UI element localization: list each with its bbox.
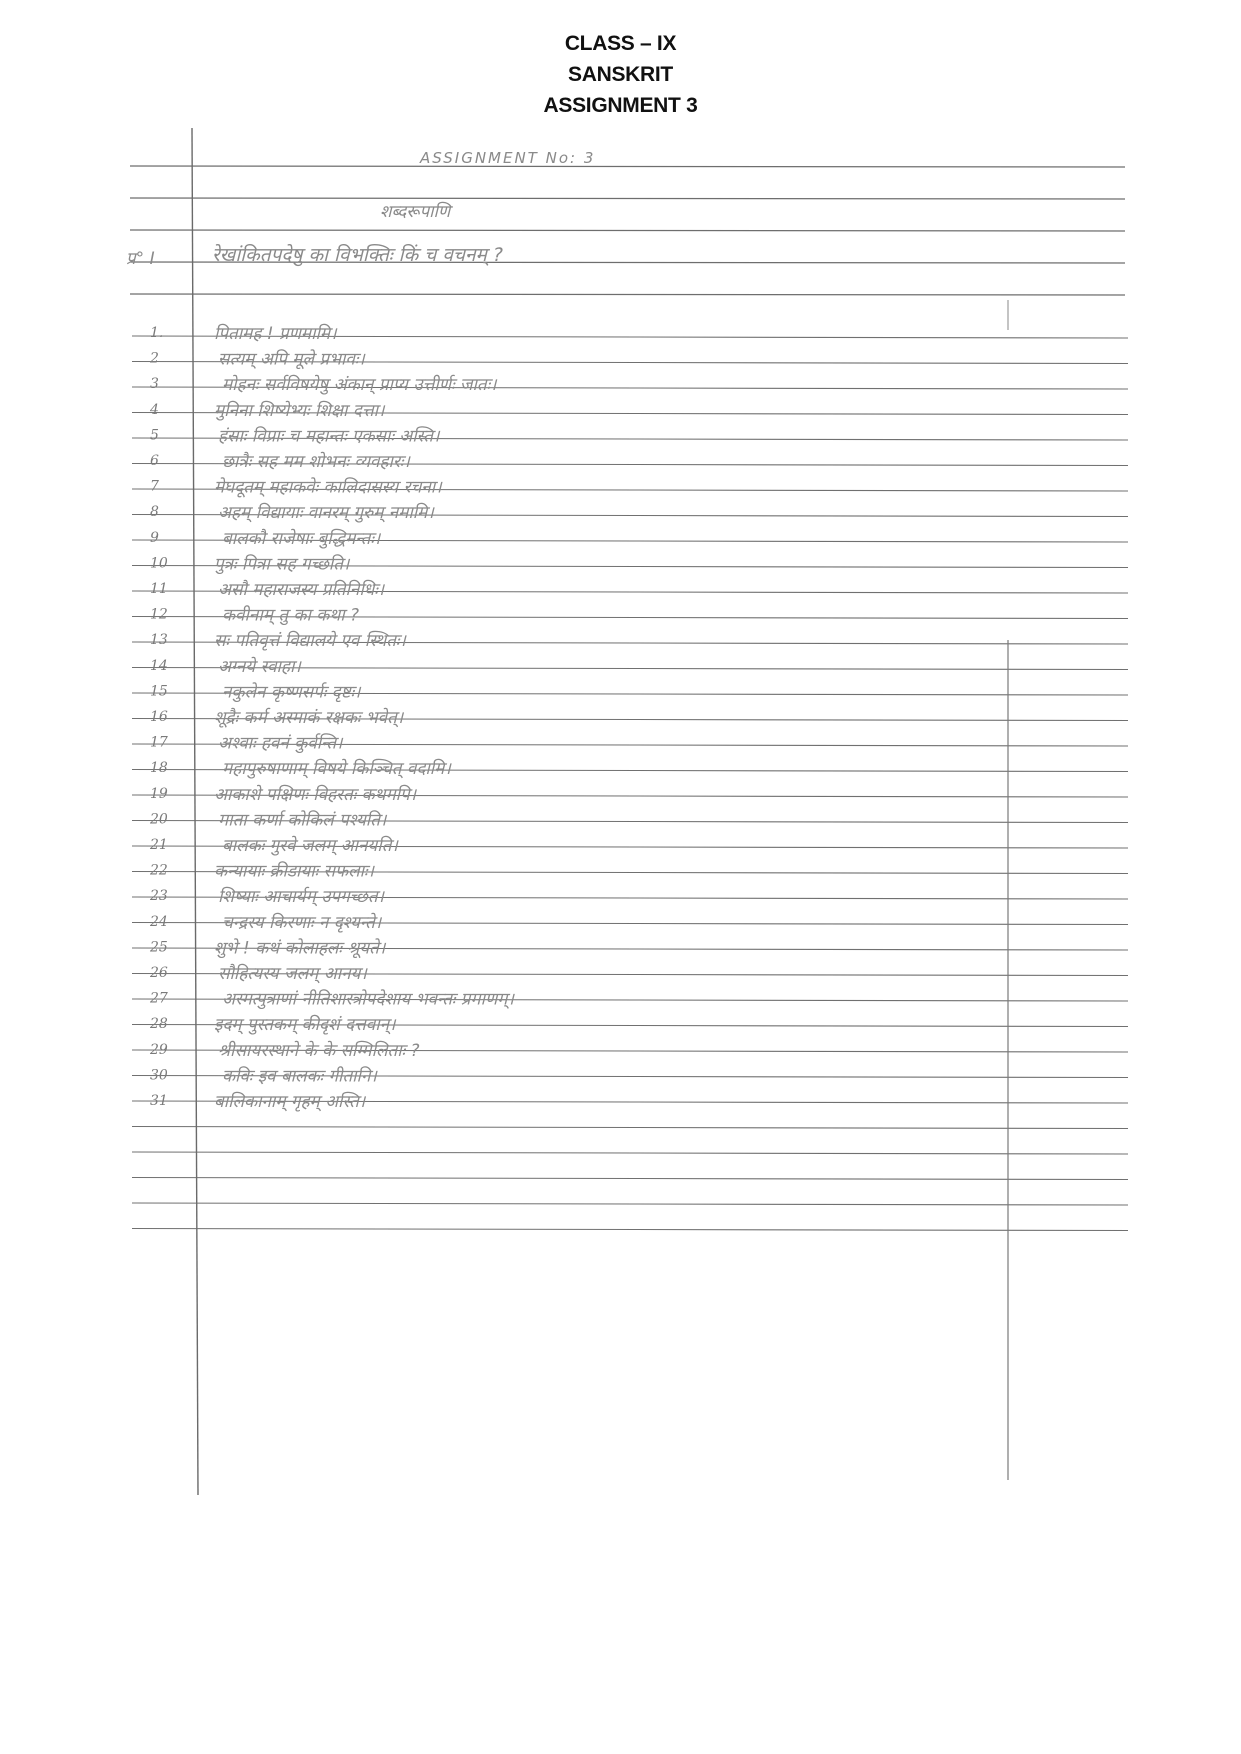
item-text: पितामह ! प्रणमामि। <box>214 324 337 344</box>
item-text: शुभे ! कथं कोलाहलः श्रूयते। <box>214 938 386 959</box>
assignment-heading: ASSIGNMENT 3 <box>543 94 698 117</box>
item-text: कवीनाम् तु का कथा ? <box>222 605 360 626</box>
item-number: 22 <box>150 862 168 879</box>
item-text: अग्नये स्वाहा। <box>218 656 301 677</box>
question-text: रेखांकितपदेषु का विभक्तिः किं च वचनम् ? <box>212 244 504 266</box>
item-number: 30 <box>150 1067 168 1084</box>
item-number: 23 <box>150 888 168 905</box>
item-text: चन्द्रस्य किरणाः न दृश्यन्ते। <box>222 912 382 933</box>
item-number: 27 <box>150 990 168 1007</box>
item-number: 15 <box>150 683 168 700</box>
item-number: 3 <box>150 376 159 393</box>
item-text: असौ महाराजस्य प्रतिनिधिः। <box>218 580 385 600</box>
item-text: बालकः गुरवे जलम् आनयति। <box>222 836 398 856</box>
ruled-line <box>130 294 1125 295</box>
item-text: हंसाः विप्राः च महान्तः एकसाः अस्ति। <box>218 426 440 447</box>
item-number: 12 <box>150 606 168 623</box>
ruled-line <box>130 230 1125 231</box>
ruled-line <box>132 1229 1128 1231</box>
ruled-line <box>130 166 1125 167</box>
sheet-title: ASSIGNMENT No: 3 <box>420 149 596 167</box>
item-text: आकाशे पक्षिणः विहरतः कथमपि। <box>214 784 417 805</box>
item-number: 25 <box>150 939 168 956</box>
sheet-subtitle: शब्दरूपाणि <box>380 202 451 222</box>
item-text: बालकौ राजेषाः बुद्धिमन्तः। <box>222 528 381 549</box>
item-number: 2 <box>150 350 159 367</box>
item-number: 6 <box>150 453 159 469</box>
item-number: 20 <box>150 811 168 828</box>
ruled-line <box>132 1178 1128 1180</box>
item-text: बालिकानाम् गृहम् अस्ति। <box>214 1092 366 1112</box>
item-number: 28 <box>150 1016 168 1033</box>
item-number: 10 <box>150 555 168 572</box>
item-number: 1. <box>150 325 164 341</box>
item-number: 19 <box>150 785 168 802</box>
handwritten-content <box>126 149 595 269</box>
item-text: मेघदूतम् महाकवेः कालिदासस्य रचना। <box>214 477 442 498</box>
item-number: 29 <box>150 1041 168 1058</box>
item-number: 13 <box>150 632 168 649</box>
ruled-line <box>132 1152 1128 1154</box>
item-text: कविः इव बालकः गीतानि। <box>222 1066 377 1087</box>
item-number: 14 <box>150 657 168 674</box>
ruled-line <box>132 1127 1128 1129</box>
item-text: अश्वाः हवनं कुर्वन्ति। <box>218 733 343 754</box>
question-label: प्र° I <box>126 249 155 269</box>
item-number: 8 <box>150 504 159 521</box>
subject-heading: SANSKRIT <box>568 63 673 86</box>
item-number: 9 <box>150 529 159 546</box>
item-number: 31 <box>150 1093 168 1109</box>
ruled-line <box>132 1203 1128 1205</box>
item-number: 18 <box>150 760 168 777</box>
item-number: 5 <box>150 427 159 444</box>
ruled-line <box>130 198 1125 199</box>
item-number: 16 <box>150 709 168 725</box>
item-number: 7 <box>150 478 159 495</box>
item-text: शूद्रैः कर्म अस्माकं रक्षकः भवेत्। <box>214 708 404 728</box>
question-items <box>149 323 515 1112</box>
item-text: शिष्याः आचार्यम् उपगच्छत। <box>218 887 384 908</box>
item-text: महापुरुषाणाम् विषये किञ्चित् वदामि। <box>222 759 451 780</box>
item-text: कन्यायाः क्रीडायाः सफलाः। <box>214 861 374 882</box>
item-text: सौहित्यस्य जलम् आनय। <box>218 964 367 984</box>
item-text: मोहनः सर्वविषयेषु अंकान् प्राप्य उत्तीर्णः जातः। <box>222 375 497 396</box>
item-text: छात्रैः सह मम शोभनः व्यवहारः। <box>222 452 410 472</box>
item-text: अहम् विद्यायाः वानरम् गुरुम् नमामि। <box>218 503 434 524</box>
item-number: 26 <box>150 965 168 981</box>
item-text: नकुलेन कृष्णसर्पः दृष्टः। <box>222 682 361 703</box>
item-text: मुनिना शिष्येभ्यः शिक्षा दत्ता। <box>214 400 385 421</box>
item-number: 11 <box>150 581 168 597</box>
item-text: सः पतिवृत्तं विद्यालये एव स्थितः। <box>214 631 406 652</box>
item-text: अस्मत्पुत्राणां नीतिशास्त्रोपदेशाय भवन्तः प्रमाणम्। <box>222 989 514 1010</box>
item-text: पुत्रः पित्रा सह गच्छति। <box>214 554 350 575</box>
item-text: श्रीसायरस्थाने के के सम्मिलिताः ? <box>218 1040 420 1061</box>
item-number: 17 <box>150 734 168 751</box>
margin-line <box>192 128 198 1495</box>
item-text: माता कर्णा कोकिलं पश्यति। <box>218 810 387 831</box>
item-number: 4 <box>150 401 159 418</box>
item-number: 24 <box>150 913 168 930</box>
item-text: सत्यम् अपि मूले प्रभावः। <box>218 349 365 370</box>
item-text: इदम् पुस्तकम् कीदृशं दत्तवान्। <box>214 1015 396 1036</box>
item-number: 21 <box>150 837 168 853</box>
class-heading: CLASS – IX <box>564 32 677 55</box>
